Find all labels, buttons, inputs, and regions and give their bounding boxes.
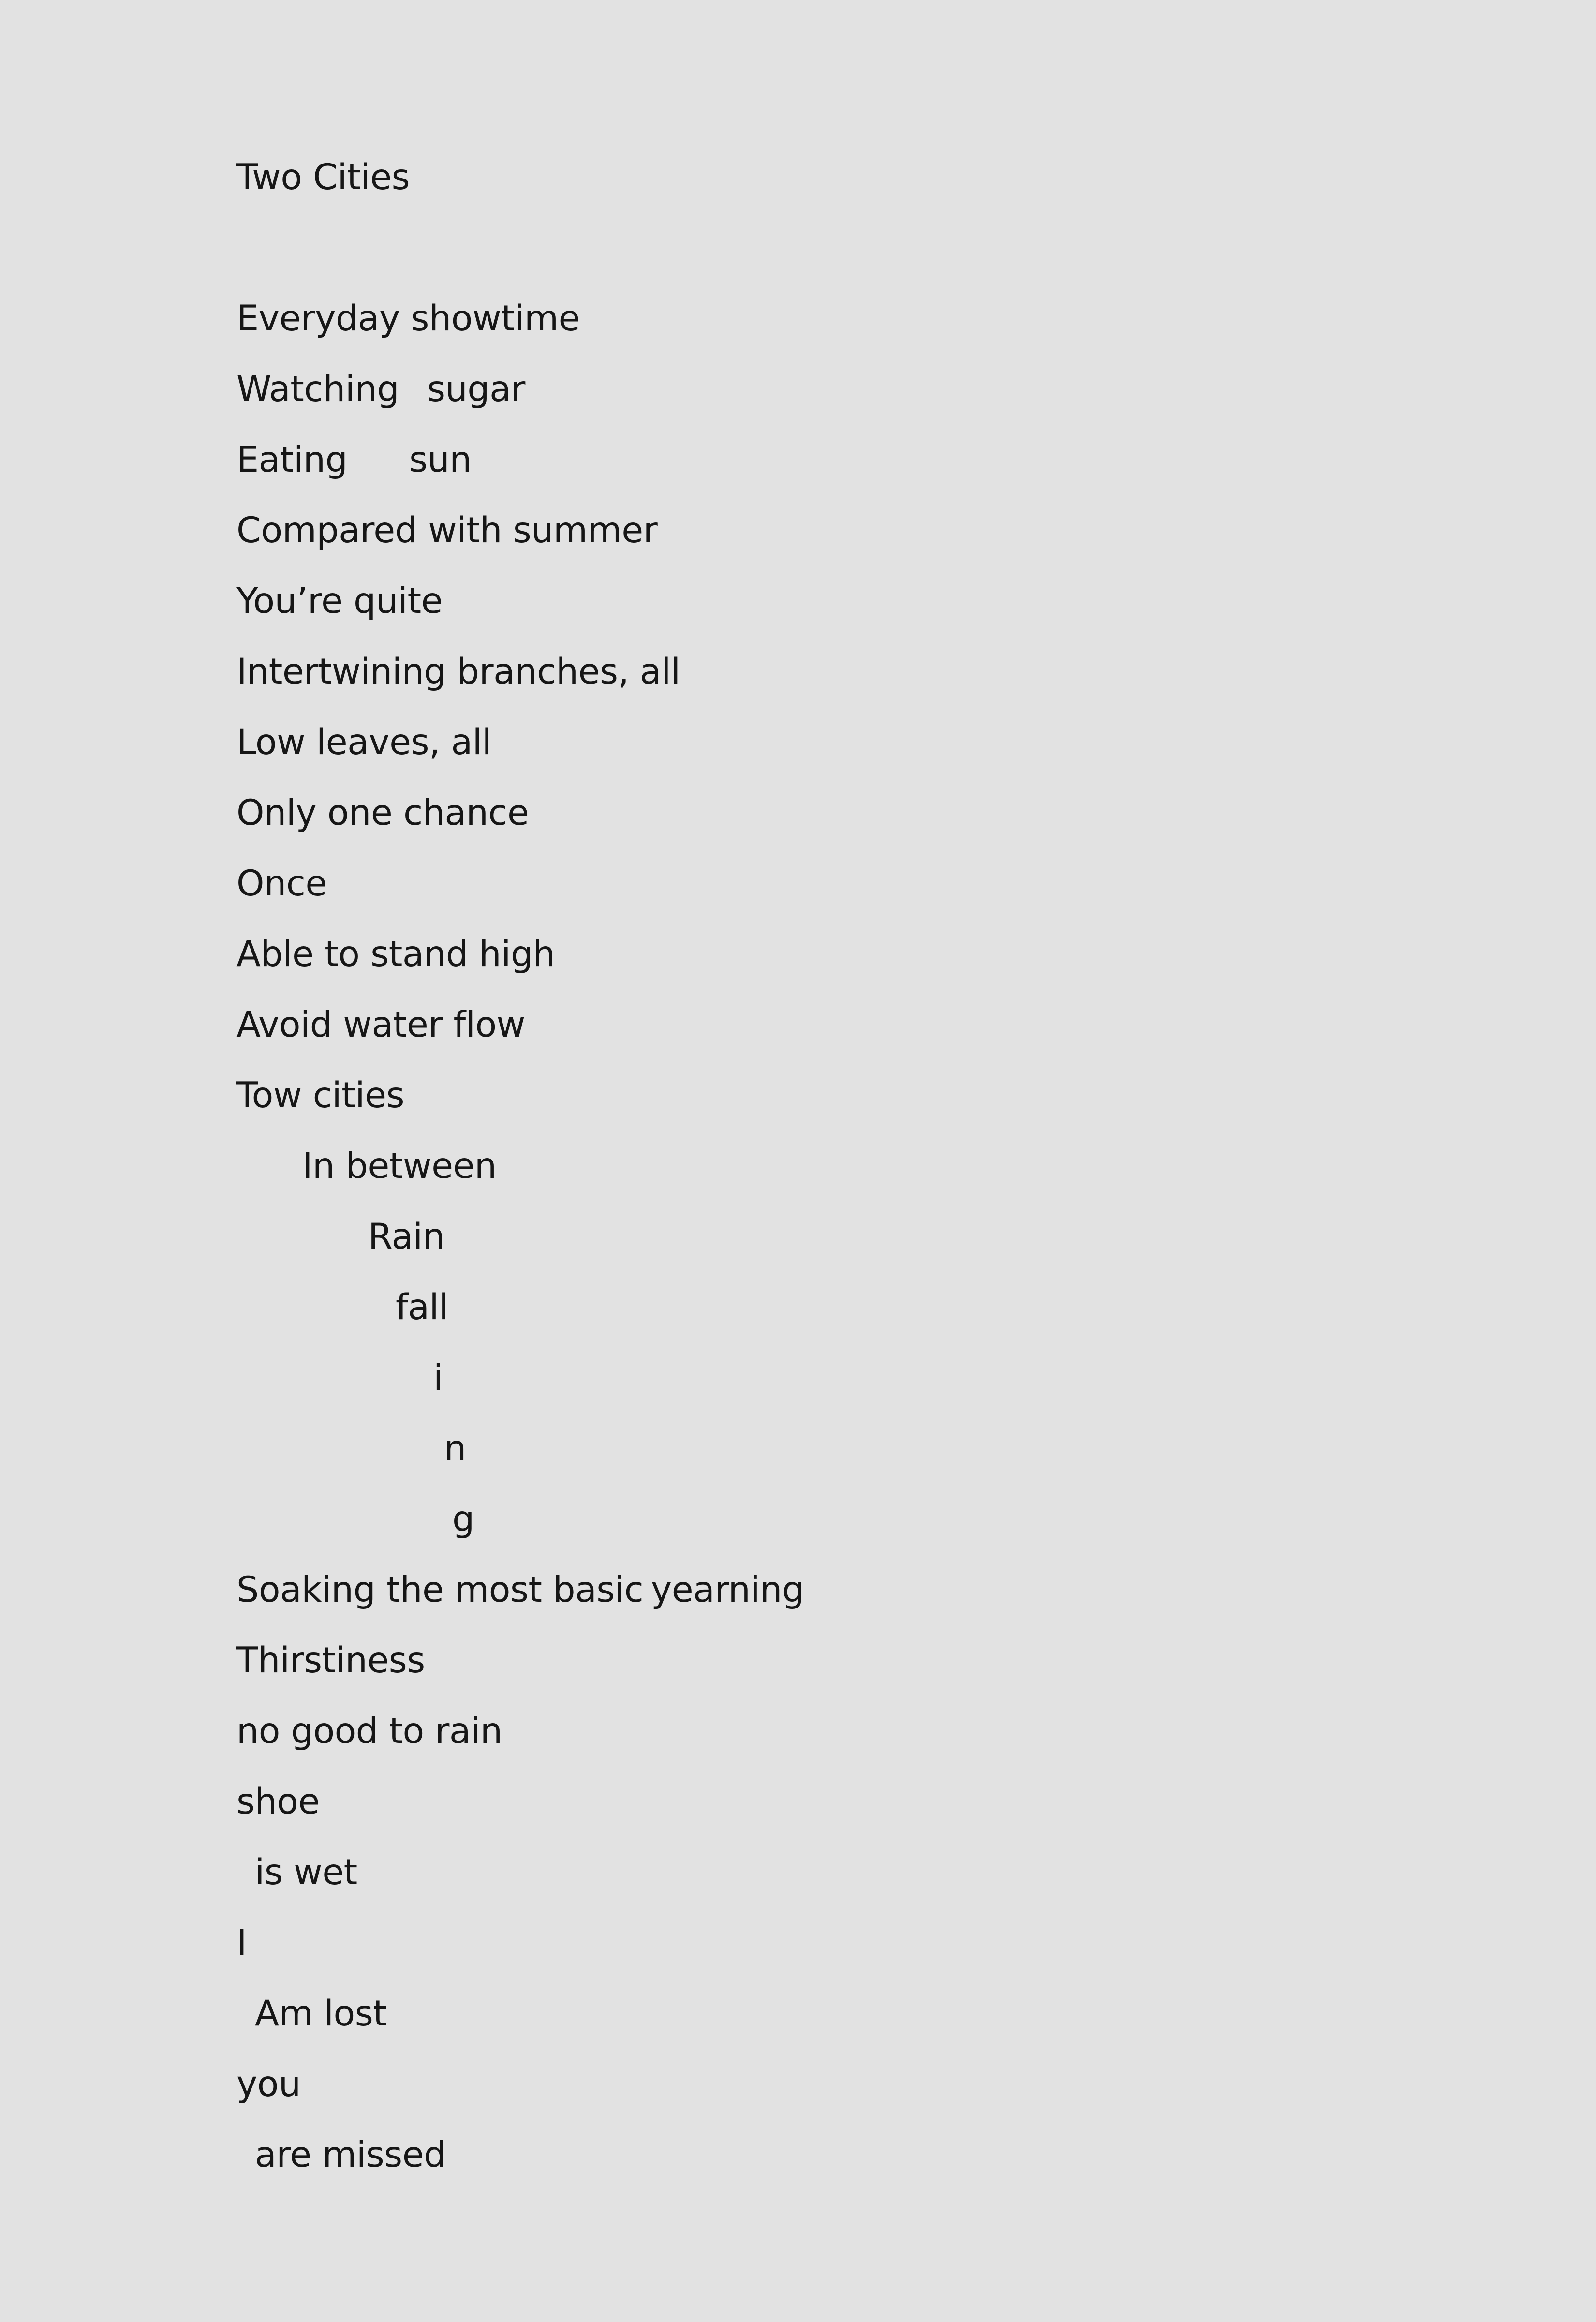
poem-line: Soaking the most basic — [236, 1569, 644, 1610]
poem-line: is wet — [255, 1852, 357, 1893]
poem-line: g — [452, 1499, 474, 1540]
poem-line: Able to stand high — [236, 934, 555, 975]
poem-line: fall — [396, 1287, 448, 1328]
poem-line: Thirstiness — [236, 1640, 425, 1681]
poem-line: Once — [236, 863, 327, 904]
poem-line: n — [444, 1428, 466, 1469]
poem-line: sun — [409, 439, 472, 480]
poem-title: Two Cities — [236, 157, 410, 198]
poem-line: Compared with summer — [236, 510, 658, 551]
poem-line: Only one chance — [236, 792, 529, 834]
poem-line: shoe — [236, 1781, 320, 1822]
poem-line: In between — [302, 1146, 497, 1187]
poem-line: sugar — [427, 369, 525, 410]
poem-line: you — [236, 2064, 301, 2105]
poem-line: Everyday showtime — [236, 298, 580, 339]
poem-line: i — [433, 1357, 443, 1399]
poem-line: Eating — [236, 439, 348, 480]
poem-line: Rain — [368, 1216, 445, 1257]
poem-line: yearning — [651, 1569, 804, 1610]
poem-line: Low leaves, all — [236, 722, 492, 763]
poem-line: You’re quite — [236, 580, 443, 622]
poem-line: Tow cities — [236, 1075, 405, 1116]
poem-line: I — [236, 1922, 247, 1964]
poem-line: Intertwining branches, all — [236, 651, 680, 692]
poem-line: Avoid water flow — [236, 1004, 525, 1045]
poem-line: Am lost — [255, 1993, 387, 2034]
poem-line: no good to rain — [236, 1711, 502, 1752]
poem-line: Watching — [236, 369, 399, 410]
poem-line: are missed — [255, 2134, 446, 2175]
